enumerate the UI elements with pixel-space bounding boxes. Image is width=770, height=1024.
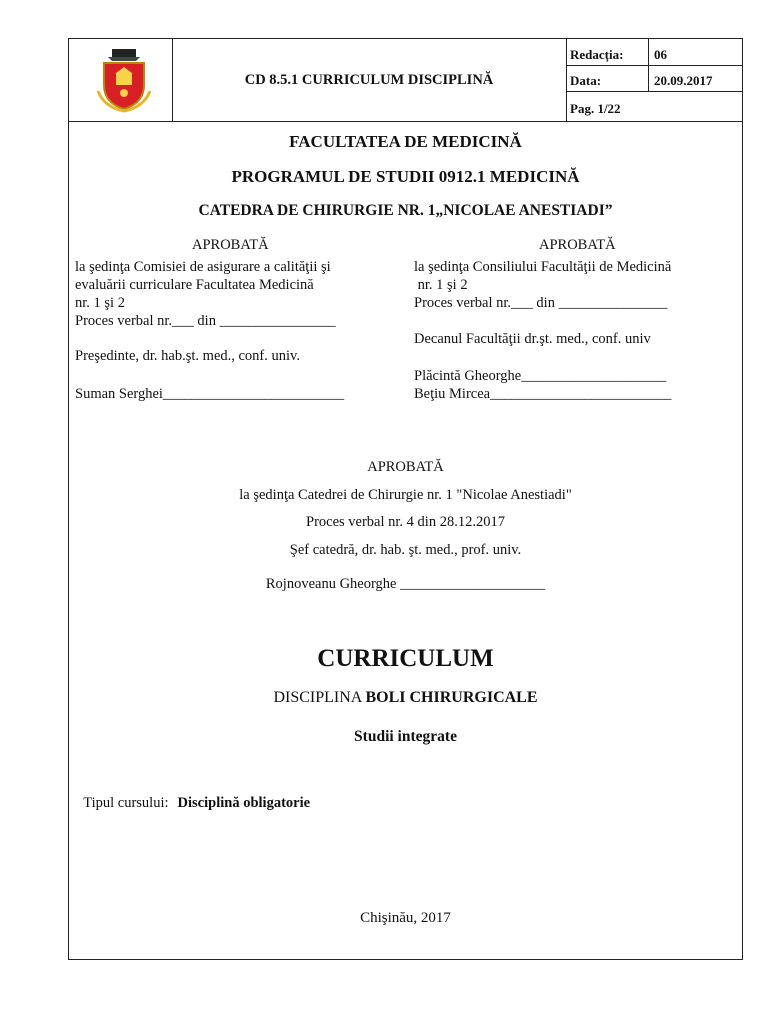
approval-center-line3: Şef catedră, dr. hab. şt. med., prof. univ.: [289, 542, 522, 558]
document-title: CD 8.5.1 CURRICULUM DISCIPLINĂ: [172, 39, 567, 121]
curriculum-title: CURRICULUM: [317, 645, 494, 672]
approval-left-line4: Proces verbal nr.___ din ________________: [75, 313, 336, 329]
approval-right-line2: nr. 1 şi 2: [414, 277, 468, 293]
page-number: Pag. 1/22: [570, 101, 621, 116]
approval-center-heading: APROBATĂ: [367, 459, 444, 475]
document-header: [69, 39, 742, 121]
footer-place-year: Chişinău, 2017: [360, 910, 451, 926]
data-label: Data:: [570, 73, 602, 88]
approval-left-line5: Preşedinte, dr. hab.şt. med., conf. univ.: [75, 348, 300, 364]
approval-right-line3: Proces verbal nr.___ din _______________: [414, 295, 668, 311]
faculty-title: FACULTATEA DE MEDICINĂ: [289, 132, 522, 151]
meta-row-page: [566, 91, 742, 121]
approval-center-line1: la şedinţa Catedrei de Chirurgie nr. 1 "Nicolae Anestiadi": [239, 487, 572, 503]
approval-left-line3: nr. 1 şi 2: [75, 295, 125, 311]
approval-left-heading: APROBATĂ: [192, 237, 269, 253]
approval-right-heading: APROBATĂ: [539, 237, 616, 253]
meta-row-redactia: [566, 39, 742, 66]
studies-type: Studii integrate: [354, 728, 457, 745]
course-type-label: Tipul cursului:: [83, 795, 169, 811]
approval-center-line4: Rojnoveanu Gheorghe ____________________: [265, 576, 546, 592]
discipline-prefix: DISCIPLINA: [273, 689, 366, 706]
approval-left-line2: evaluării curriculare Facultatea Medicină: [75, 277, 314, 293]
document-frame: [68, 38, 743, 960]
approval-left-line1: la şedinţa Comisiei de asigurare a calităţii şi: [75, 259, 331, 275]
redactia-label: Redacția:: [570, 47, 624, 62]
approval-right-line5: Plăcintă Gheorghe____________________: [414, 368, 667, 384]
approval-right-line4: Decanul Facultăţii dr.şt. med., conf. univ: [414, 331, 651, 347]
data-value: 20.09.2017: [654, 73, 713, 88]
document-meta: [566, 39, 742, 121]
redactia-value: 06: [654, 47, 667, 62]
discipline-line: [69, 689, 742, 707]
approval-center-line2: Proces verbal nr. 4 din 28.12.2017: [306, 514, 505, 530]
approval-right-line6: Beţiu Mircea_________________________: [414, 386, 672, 402]
approval-right-line1: la şedinţa Consiliului Facultăţii de Medicină: [414, 259, 672, 275]
discipline-name: BOLI CHIRURGICALE: [365, 689, 538, 706]
university-logo-cell: [69, 39, 173, 121]
course-type: [69, 776, 310, 830]
catedra-title: CATEDRA DE CHIRURGIE NR. 1„NICOLAE ANESTIADI”: [198, 202, 613, 219]
program-title: PROGRAMUL DE STUDII 0912.1 MEDICINĂ: [231, 167, 580, 186]
course-type-value: Disciplină obligatorie: [177, 795, 311, 811]
meta-row-data: [566, 65, 742, 92]
university-crest-icon: [94, 47, 154, 113]
approval-left-line6: Suman Serghei_________________________: [75, 386, 345, 402]
